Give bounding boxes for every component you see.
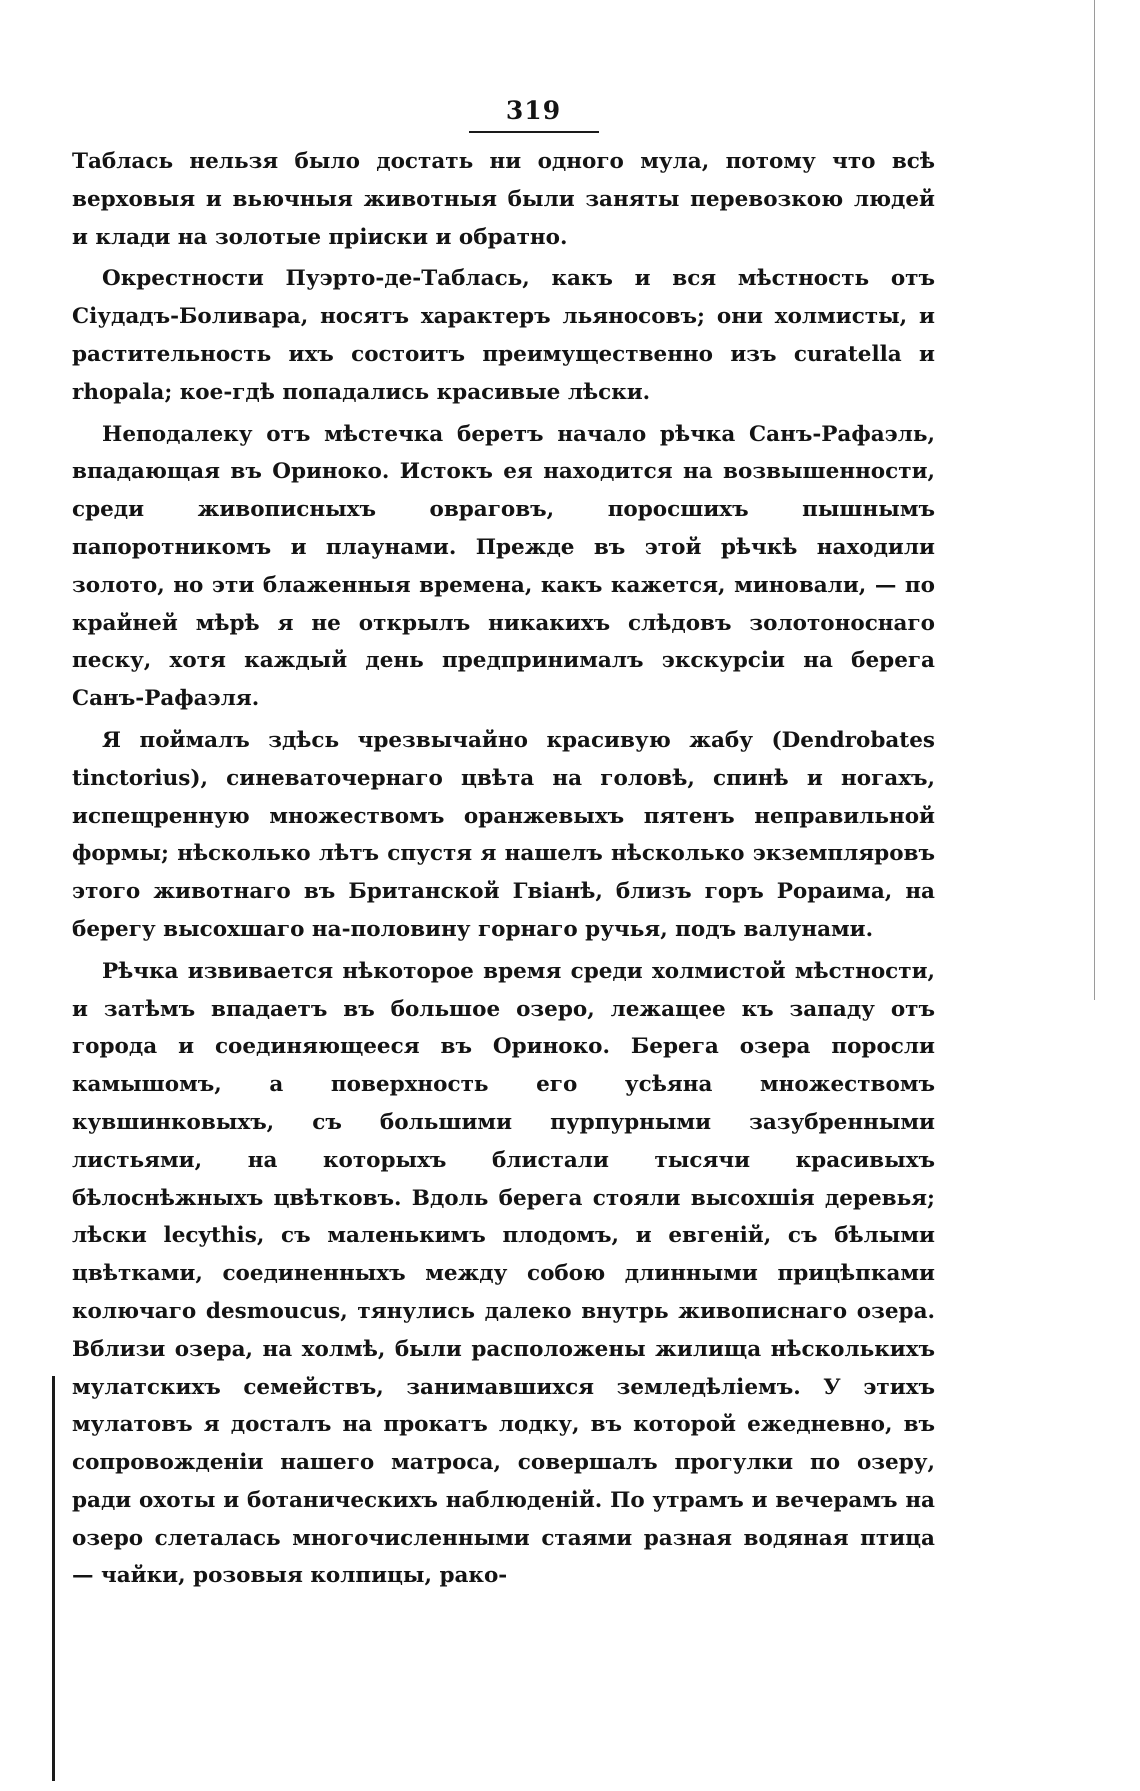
paragraph-toad: Я поймалъ здѣсь чрезвычайно красивую жабу (Dendrobates tinctorius), синеваточернаго цвѣта на головѣ, спинѣ и ногахъ, испещренную множествомъ оранжевыхъ пятенъ неправильной формы; нѣсколько лѣтъ спустя я нашелъ нѣсколько экземпляровъ этого животнаго въ Британской Гвіанѣ, близъ горъ Рораима, на берегу высохшаго на-половину горнаго ручья, подъ валунами. xyxy=(72,727,935,942)
page-number: 319 xyxy=(505,96,562,125)
page-number-rule xyxy=(469,131,599,133)
paragraph-lake: Рѣчка извивается нѣкоторое время среди холмистой мѣстности, и затѣмъ впадаетъ въ большое озеро, лежащее къ западу отъ города и соединяющееся въ Ориноко. Берега озера поросли камышомъ, а поверхность его усѣяна множествомъ кувшинковыхъ, съ большими пурпурными зазубренными листьями, на которыхъ блистали тысячи красивыхъ бѣлоснѣжныхъ цвѣтковъ. Вдоль берега стояли высохшія деревья; лѣски lecythis, съ маленькимъ плодомъ, и евгеній, съ бѣлыми цвѣтками, соединенныхъ между собою длинными прицѣпками колючаго desmoucus, тянулись далеко внутрь живописнаго озера. Вблизи озера, на холмѣ, были расположены жилища нѣсколькихъ мулатскихъ семействъ, занимавшихся земледѣліемъ. У этихъ мулатовъ я досталъ на прокатъ лодку, въ которой ежедневно, въ сопровожденіи нашего матроса, совершалъ прогулки по озеру, ради охоты и ботаническихъ наблюденій. По утрамъ и вечерамъ на озеро слеталась многочисленными стаями разная водяная птица — чайки, розовыя колпицы, рако- xyxy=(72,958,935,1589)
paragraph-surroundings: Окрестности Пуэрто-де-Таблась, какъ и вся мѣстность отъ Сіудадъ-Боливара, носятъ характеръ льяносовъ; они холмисты, и растительность ихъ состоитъ преимущественно изъ curatella и rhopala; кое-гдѣ попадались красивые лѣски. xyxy=(72,266,935,405)
paragraph-continuation: Таблась нельзя было достать ни одного мула, потому что всѣ верховыя и вьючныя животныя были заняты перевозкою людей и клади на золотые пріиски и обратно. xyxy=(72,149,935,250)
paragraph-river: Неподалеку отъ мѣстечка беретъ начало рѣчка Санъ-Рафаэль, впадающая въ Ориноко. Истокъ ея находится на возвышенности, среди живописныхъ овраговъ, поросшихъ пышнымъ папоротникомъ и плаунами. Прежде въ этой рѣчкѣ находили золото, но эти блаженныя времена, какъ кажется, миновали, — по крайней мѣрѣ я не открылъ никакихъ слѣдовъ золотоноснаго песку, хотя каждый день предпринималъ экскурсіи на берега Санъ-Рафаэля. xyxy=(72,421,935,712)
book-page xyxy=(72,96,935,1599)
scan-edge-line xyxy=(1094,0,1095,1000)
scan-margin-mark xyxy=(52,1376,55,1781)
